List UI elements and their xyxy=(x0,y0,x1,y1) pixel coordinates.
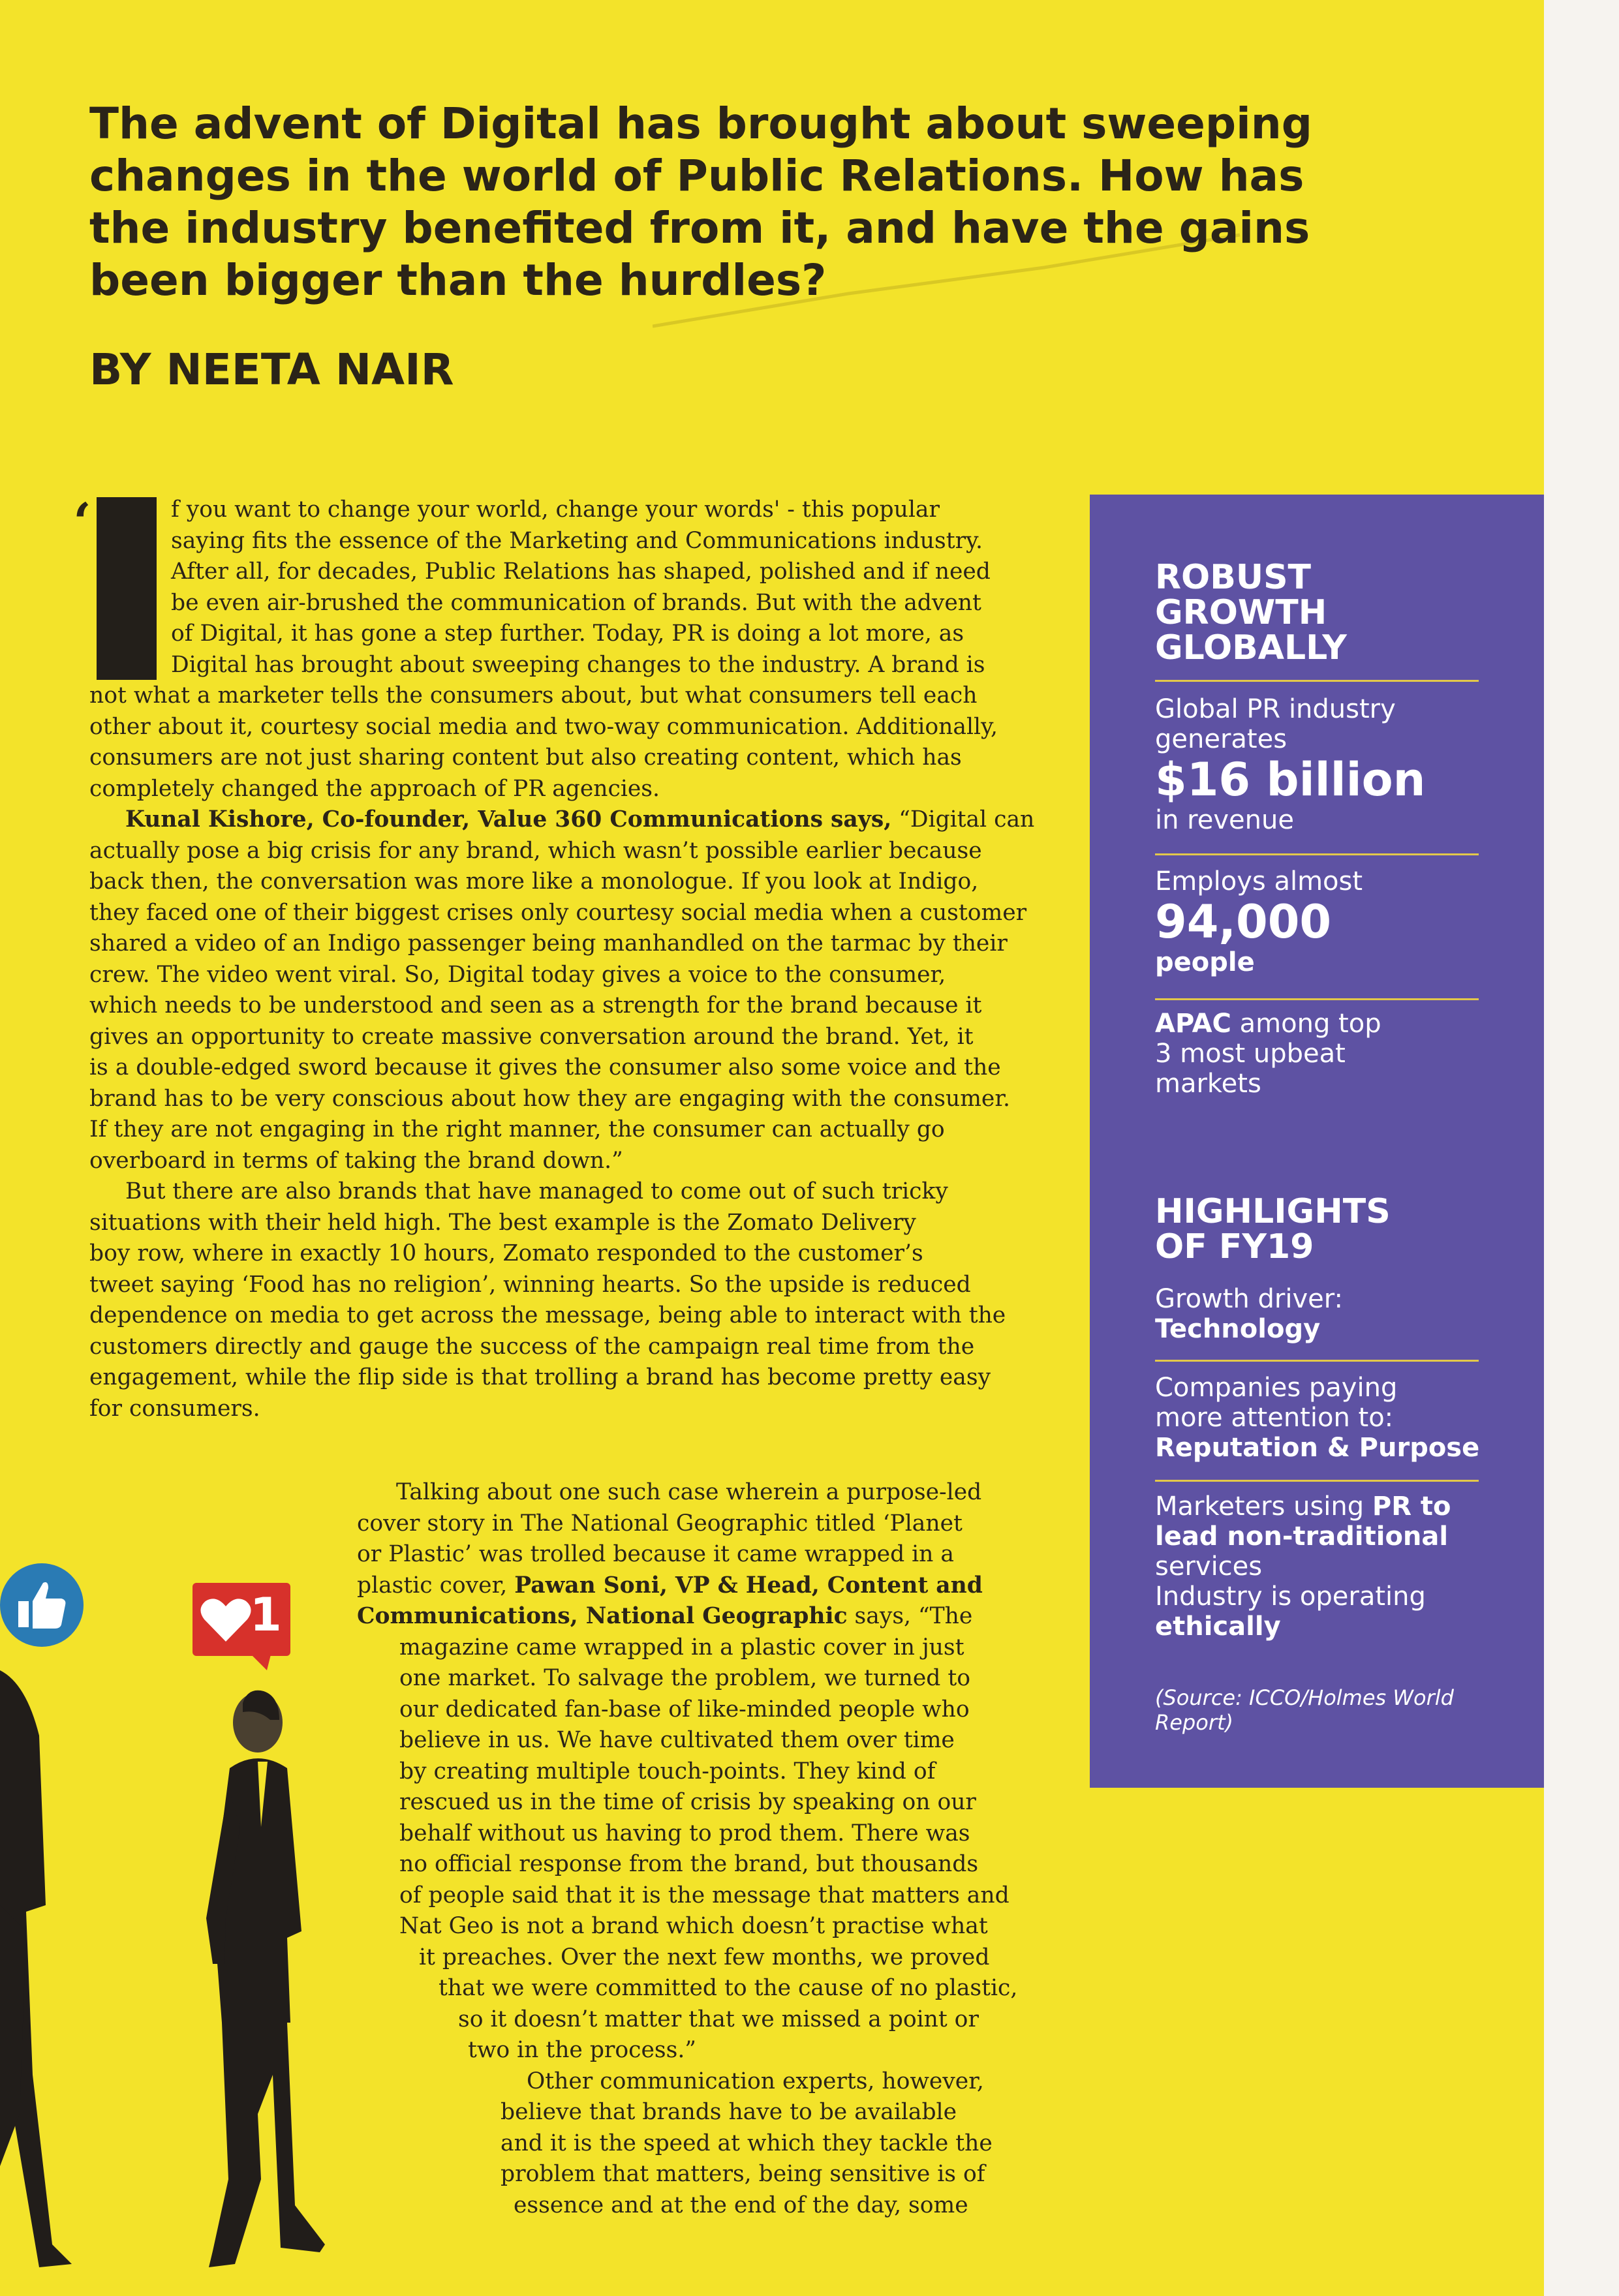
page-margin xyxy=(1544,0,1619,2296)
sidebar-divider xyxy=(1155,1360,1479,1362)
article-line xyxy=(357,1880,1017,1912)
highlight-label: Companies paying xyxy=(1155,1373,1398,1403)
article-line xyxy=(89,1300,1034,1332)
sidebar-divider xyxy=(1155,998,1479,1000)
sidebar-divider xyxy=(1155,680,1479,682)
article-text: says, “The xyxy=(847,1603,973,1629)
article-line xyxy=(357,1601,1017,1632)
stat-label: among top xyxy=(1231,1009,1381,1039)
article-text: Other communication experts, however, xyxy=(527,2068,984,2094)
article-text: customers directly and gauge the success of the campaign real time from the xyxy=(89,1333,975,1360)
article-line xyxy=(89,1114,1034,1146)
stat-label: Employs almost xyxy=(1155,866,1363,896)
stat-label: markets xyxy=(1155,1069,1261,1099)
highlight-label: Growth driver: xyxy=(1155,1284,1343,1314)
sidebar-title-highlights xyxy=(1155,1194,1391,1264)
article-text: magazine came wrapped in a plastic cover in just xyxy=(399,1634,964,1661)
article-line xyxy=(89,495,1034,526)
article-line xyxy=(89,557,1034,588)
article-line xyxy=(89,1394,1034,1425)
article-text: by creating multiple touch-points. They kind of xyxy=(399,1758,936,1784)
source-line: Report) xyxy=(1155,1710,1233,1735)
article-text: believe that brands have to be available xyxy=(501,2099,957,2125)
article-text: two in the process.” xyxy=(468,2037,696,2063)
article-line xyxy=(89,1208,1034,1239)
stat-label: in revenue xyxy=(1155,805,1294,835)
article-text: shared a video of an Indigo passenger being manhandled on the tarmac by their xyxy=(89,930,1008,957)
article-text: boy row, where in exactly 10 hours, Zomato responded to the customer’s xyxy=(89,1240,923,1266)
article-text: of Digital, it has gone a step further. Today, PR is doing a lot more, as xyxy=(171,620,964,647)
article-line xyxy=(89,928,1034,960)
heart-count: 1 xyxy=(250,1588,282,1642)
title-line: GLOBALLY xyxy=(1155,628,1347,667)
article-text: Talking about one such case wherein a purpose-led xyxy=(396,1479,982,1505)
article-line xyxy=(89,1052,1034,1084)
article-text: f you want to change your world, change your words' - this popular xyxy=(171,497,940,523)
article-text: for consumers. xyxy=(89,1395,260,1422)
title-line: ROBUST xyxy=(1155,558,1312,597)
heart-notification-icon xyxy=(193,1583,290,1656)
article-line xyxy=(89,712,1034,743)
article-line xyxy=(89,1176,1034,1208)
highlight-value: lead non-traditional xyxy=(1155,1522,1449,1552)
article-text: no official response from the brand, but thousands xyxy=(399,1851,979,1877)
highlight-value: Reputation & Purpose xyxy=(1155,1433,1480,1463)
article-line xyxy=(357,1787,1017,1818)
article-line xyxy=(89,1362,1034,1394)
article-text: be even air-brushed the communication of brands. But with the advent xyxy=(171,589,981,616)
article-text: is a double-edged sword because it gives the consumer also some voice and the xyxy=(89,1054,1001,1080)
article-line xyxy=(357,2159,1017,2190)
sidebar-title-growth xyxy=(1155,560,1347,666)
article-text: and it is the speed at which they tackle the xyxy=(501,2130,993,2156)
article-line xyxy=(89,588,1034,619)
highlight-label: Marketers using xyxy=(1155,1492,1372,1522)
article-text: essence and at the end of the day, some xyxy=(514,2192,968,2218)
source-line: (Source: ICCO/Holmes World xyxy=(1155,1685,1454,1710)
article-text: which needs to be understood and seen as a strength for the brand because it xyxy=(89,992,982,1018)
article-text: saying fits the essence of the Marketing and Communications industry. xyxy=(171,527,983,554)
highlight-value: PR to xyxy=(1372,1492,1451,1522)
highlight-value: ethically xyxy=(1155,1612,1281,1642)
article-text: back then, the conversation was more like a monologue. If you look at Indigo, xyxy=(89,868,979,895)
article-line xyxy=(357,1973,1017,2004)
headline-line: the industry benefited from it, and have the gains xyxy=(89,203,1310,253)
article-line xyxy=(89,990,1034,1022)
stat-employees xyxy=(1155,866,1544,977)
article-text: If they are not engaging in the right manner, the consumer can actually go xyxy=(89,1116,945,1142)
article-line xyxy=(357,2004,1017,2036)
article-line xyxy=(357,1725,1017,1756)
article-line xyxy=(357,2190,1017,2222)
article-text: gives an opportunity to create massive conversation around the brand. Yet, it xyxy=(89,1023,974,1050)
article-text: Digital has brought about sweeping changes to the industry. A brand is xyxy=(171,651,985,678)
article-line xyxy=(89,619,1034,650)
byline: BY NEETA NAIR xyxy=(89,344,454,395)
title-line: GROWTH xyxy=(1155,593,1327,632)
article-text: consumers are not just sharing content but also creating content, which has xyxy=(89,744,962,771)
article-text: overboard in terms of taking the brand down.” xyxy=(89,1147,623,1174)
article-text: actually pose a big crisis for any brand, which wasn’t possible earlier because xyxy=(89,837,982,864)
highlight-marketers xyxy=(1155,1492,1544,1642)
article-bold-text: Pawan Soni, VP & Head, Content and xyxy=(514,1572,983,1599)
article-line xyxy=(89,742,1034,774)
headline-line: The advent of Digital has brought about sweeping xyxy=(89,99,1313,149)
article-text: it preaches. Over the next few months, we proved xyxy=(419,1944,990,1970)
article-line xyxy=(89,960,1034,991)
thumbs-up-icon xyxy=(0,1563,84,1647)
article-line xyxy=(357,1663,1017,1694)
article-text: cover story in The National Geographic titled ‘Planet xyxy=(357,1510,963,1537)
article-line xyxy=(357,1632,1017,1664)
article-text: brand has to be very conscious about how they are engaging with the consumer. xyxy=(89,1085,1010,1112)
article-text: behalf without us having to prod them. There was xyxy=(399,1820,970,1846)
sidebar-divider xyxy=(1155,853,1479,855)
article-line xyxy=(89,1146,1034,1177)
article-text: tweet saying ‘Food has no religion’, winning hearts. So the upside is reduced xyxy=(89,1271,971,1298)
highlight-label: more attention to: xyxy=(1155,1403,1394,1433)
highlight-label: services xyxy=(1155,1552,1263,1582)
article-text: one market. To salvage the problem, we turned to xyxy=(399,1665,970,1691)
article-text: rescued us in the time of crisis by speaking on our xyxy=(399,1789,976,1815)
highlight-label: Industry is operating xyxy=(1155,1582,1426,1612)
article-text: or Plastic’ was trolled because it came wrapped in a xyxy=(357,1541,954,1567)
opening-quote-mark: ‘ xyxy=(73,491,91,553)
article-line xyxy=(357,1477,1017,1508)
stat-label: 3 most upbeat xyxy=(1155,1039,1346,1069)
article-line xyxy=(357,1818,1017,1850)
article-line xyxy=(357,1911,1017,1942)
article-bold-text: Kunal Kishore, Co-founder, Value 360 Communications says, xyxy=(125,806,892,833)
article-text: Nat Geo is not a brand which doesn’t practise what xyxy=(399,1913,988,1939)
article-line xyxy=(89,526,1034,557)
stats-sidebar xyxy=(1090,495,1544,1788)
article-line xyxy=(89,1270,1034,1301)
stat-label: generates xyxy=(1155,724,1287,754)
highlight-value: Technology xyxy=(1155,1314,1321,1344)
article-column-2 xyxy=(357,1477,1017,2221)
article-text: dependence on media to get across the message, being able to interact with the xyxy=(89,1302,1006,1328)
highlight-growth-driver xyxy=(1155,1284,1544,1344)
article-text: situations with their held high. The best example is the Zomato Delivery xyxy=(89,1209,916,1236)
article-line xyxy=(357,1539,1017,1570)
article-text: they faced one of their biggest crises only courtesy social media when a customer xyxy=(89,899,1027,926)
article-text: of people said that it is the message that matters and xyxy=(399,1882,1010,1908)
article-text: so it doesn’t matter that we missed a point or xyxy=(458,2006,979,2032)
walking-businessmen-illustration xyxy=(0,1657,339,2296)
article-line xyxy=(89,1022,1034,1053)
article-text: completely changed the approach of PR agencies. xyxy=(89,775,660,802)
article-text: believe in us. We have cultivated them over time xyxy=(399,1727,955,1753)
article-text: not what a marketer tells the consumers about, but what consumers tell each xyxy=(89,682,978,709)
title-line: HIGHLIGHTS xyxy=(1155,1192,1391,1231)
article-line xyxy=(89,836,1034,867)
stat-label: Global PR industry xyxy=(1155,694,1396,724)
article-line xyxy=(89,650,1034,681)
article-column-1 xyxy=(89,495,1034,1424)
article-line xyxy=(89,1084,1034,1115)
headline-line: changes in the world of Public Relations. How has xyxy=(89,151,1304,201)
stat-value: 94,000 xyxy=(1155,895,1332,949)
article-line xyxy=(357,2097,1017,2128)
article-line xyxy=(357,2128,1017,2160)
article-line xyxy=(89,1332,1034,1363)
article-line xyxy=(357,1756,1017,1788)
article-line xyxy=(357,1508,1017,1540)
stat-label: people xyxy=(1155,947,1255,977)
title-line: OF FY19 xyxy=(1155,1227,1314,1266)
article-text: our dedicated fan-base of like-minded people who xyxy=(399,1696,970,1722)
highlight-attention xyxy=(1155,1373,1544,1463)
headline-line: been bigger than the hurdles? xyxy=(89,255,827,305)
article-line xyxy=(357,1849,1017,1880)
article-text: crew. The video went viral. So, Digital today gives a voice to the consumer, xyxy=(89,961,946,988)
article-text: “Digital can xyxy=(891,806,1035,833)
article-text: that we were committed to the cause of no plastic, xyxy=(439,1975,1018,2001)
article-line xyxy=(357,1694,1017,1726)
sidebar-source xyxy=(1155,1685,1520,1735)
article-line xyxy=(357,2035,1017,2066)
article-line xyxy=(89,774,1034,805)
article-line xyxy=(357,1942,1017,1974)
sidebar-divider xyxy=(1155,1480,1479,1482)
article-text: problem that matters, being sensitive is of xyxy=(501,2161,985,2187)
stat-apac xyxy=(1155,1009,1544,1099)
article-text: other about it, courtesy social media and two-way communication. Additionally, xyxy=(89,713,998,740)
article-line xyxy=(357,1570,1017,1602)
article-line xyxy=(89,804,1034,836)
stat-bold: APAC xyxy=(1155,1009,1231,1039)
article-line xyxy=(89,866,1034,898)
article-text: After all, for decades, Public Relations has shaped, polished and if need xyxy=(171,559,991,585)
article-text: engagement, while the flip side is that trolling a brand has become pretty easy xyxy=(89,1364,991,1390)
article-text: plastic cover, xyxy=(357,1572,515,1599)
article-line xyxy=(89,1238,1034,1270)
article-text: But there are also brands that have managed to come out of such tricky xyxy=(125,1178,948,1204)
article-headline xyxy=(89,98,1329,307)
article-line xyxy=(89,898,1034,929)
stat-value: $16 billion xyxy=(1155,753,1426,806)
article-line xyxy=(89,681,1034,712)
article-line xyxy=(357,2066,1017,2098)
stat-revenue xyxy=(1155,694,1544,835)
article-bold-text: Communications, National Geographic xyxy=(357,1603,848,1629)
